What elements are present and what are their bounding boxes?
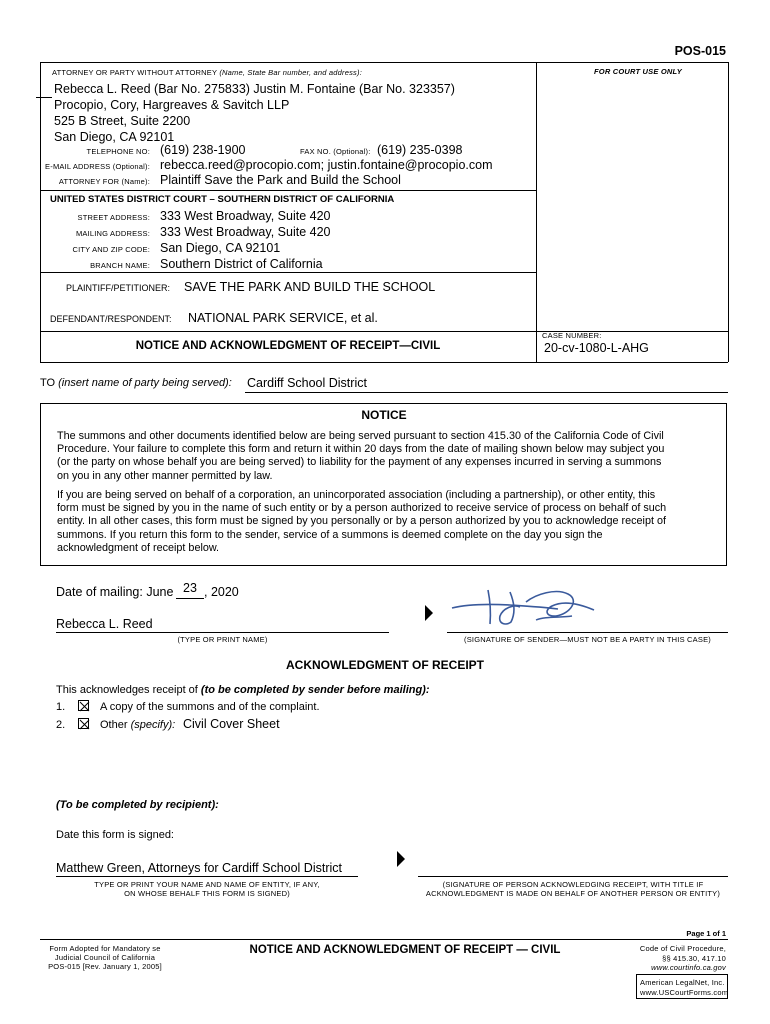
item-2-value: Civil Cover Sheet [183,717,280,731]
attorney-for-label: ATTORNEY FOR (Name): [58,177,150,186]
caption-right-border [728,62,729,362]
mailing-address-value: 333 West Broadway, Suite 420 [160,225,331,239]
plaintiff-value: SAVE THE PARK AND BUILD THE SCHOOL [184,280,436,294]
courtinfo-link[interactable]: www.courtinfo.ca.gov [651,963,726,972]
notice-paragraph-2 [57,489,666,555]
notice-p2-line: If you are being served on behalf of a corporation, an unincorporated association (including a partnership), or other entity, this [57,489,656,501]
acknowledgment-heading: ACKNOWLEDGMENT OF RECEIPT [286,658,484,672]
sender-name-underline [56,632,389,633]
recipient-name: Matthew Green, Attorneys for Cardiff School District [56,861,342,875]
to-label: TO (insert name of party being served): [40,377,232,389]
vendor-link[interactable]: www.USCourtForms.com [640,987,729,997]
notice-p2-line: acknowledgment of receipt below. [57,541,220,554]
mailing-address-label: MAILING ADDRESS: [75,229,150,238]
item-1-label: A copy of the summons and of the complaint. [100,701,320,713]
attorney-line-mark [36,97,52,98]
notice-p1-line: (or the party on whose behalf you are being served) to liability for the payment of any expenses incurred in serving a summons [57,456,662,469]
type-print-name-label: (TYPE OR PRINT NAME) [177,635,268,644]
street-label: STREET ADDRESS: [77,213,150,222]
ack-intro: This acknowledges receipt of (to be completed by sender before mailing): [56,684,430,696]
defendant-value: NATIONAL PARK SERVICE, et al. [188,311,378,325]
item-1-number: 1. [56,701,66,713]
form-id: POS-015 [674,44,726,58]
attorney-line-2: Procopio, Cory, Hargreaves & Savitch LLP [54,98,290,112]
item-2-label: Other (specify): [100,719,176,731]
recipient-name-label: TYPE OR PRINT YOUR NAME AND NAME OF ENTITY, IF ANY, ON WHOSE BEHALF THIS FORM IS SIGNED) [94,880,320,898]
sender-name: Rebecca L. Reed [56,617,153,631]
caption-bottom-border [40,362,728,363]
sender-signature-line [447,632,728,633]
court-use-label: FOR COURT USE ONLY [594,67,682,76]
notice-p2-line: entity. In all other cases, this form must be signed by you personally or by a person authorized by you to acknowledge receipt of [57,515,666,528]
attorney-for-value: Plaintiff Save the Park and Build the School [160,173,401,187]
case-number-label: CASE NUMBER: [542,331,602,340]
mailing-day: 23 [183,581,197,595]
fax-value: (619) 235-0398 [377,143,463,157]
mailing-year: , 2020 [204,585,239,599]
caption-left-border [40,62,41,362]
caption-top-border [40,62,728,63]
telephone-label: TELEPHONE NO: [86,147,150,156]
form-title: NOTICE AND ACKNOWLEDGMENT OF RECEIPT—CIVIL [135,340,441,352]
recipient-name-underline [56,876,358,877]
sender-signature [448,580,598,630]
footer-right: Code of Civil Procedure, §§ 415.30, 417.10 www.courtinfo.ca.gov [639,944,726,972]
page-number: Page 1 of 1 [686,929,726,938]
date-signed-label: Date this form is signed: [56,829,174,841]
attorney-line-4: San Diego, CA 92101 [54,130,175,144]
to-value: Cardiff School District [247,376,367,390]
email-label: E-MAIL ADDRESS (Optional): [45,162,150,171]
branch-label: BRANCH NAME: [90,261,150,270]
street-value: 333 West Broadway, Suite 420 [160,209,331,223]
attorney-label: ATTORNEY OR PARTY WITHOUT ATTORNEY (Name, State Bar number, and address): [52,68,362,77]
city-zip-label: CITY AND ZIP CODE: [72,245,150,254]
recipient-signature-label: (SIGNATURE OF PERSON ACKNOWLEDGING RECEIPT, WITH TITLE IF ACKNOWLEDGMENT IS MADE ON BEHALF OF ANOTHER PERSON OR ENTITY) [425,880,721,898]
city-zip-value: San Diego, CA 92101 [160,241,281,255]
recipient-signature-line[interactable] [418,876,728,877]
to-underline [245,392,728,393]
check-x-icon [79,719,90,730]
item-2-checkbox[interactable] [78,718,89,729]
notice-p2-line: summons. If you return this form to the sender, service of a summons is deemed complete on the day you sign the [57,528,603,541]
notice-p1-line: on you in any other manner permitted by law. [57,469,273,482]
sender-signature-arrow-icon [425,605,433,621]
notice-p1-line: The summons and other documents identified below are being served pursuant to section 415.30 of the California Code of Civil [57,430,664,442]
court-use-divider [536,62,537,362]
mailing-day-underline [176,598,204,599]
attorney-section-border [40,190,536,191]
court-section-border [40,272,536,273]
notice-heading: NOTICE [361,408,407,422]
footer-rule [40,939,728,940]
branch-value: Southern District of California [160,257,323,271]
item-1-checkbox[interactable] [78,700,89,711]
fax-label: FAX NO. (Optional): [300,147,371,156]
notice-paragraph-1 [57,430,664,483]
telephone-value: (619) 238-1900 [160,143,246,157]
defendant-label: DEFENDANT/RESPONDENT: [50,314,172,324]
attorney-line-1: Rebecca L. Reed (Bar No. 275833) Justin M. Fontaine (Bar No. 323357) [54,82,455,96]
parties-section-border [40,331,728,332]
notice-p1-line: Procedure. Your failure to complete this form and return it within 20 days from the date of mailing shown below may subject you [57,443,665,456]
court-header: UNITED STATES DISTRICT COURT – SOUTHERN DISTRICT OF CALIFORNIA [50,194,395,205]
notice-p2-line: form must be signed by you in the name of such entity or by a person authorized to receive service of process on behalf of such [57,502,667,515]
footer-title: NOTICE AND ACKNOWLEDGMENT OF RECEIPT — CIVIL [249,944,561,956]
case-number-value: 20-cv-1080-L-AHG [544,341,649,355]
vendor-box: American LegalNet, Inc. www.USCourtForms.com [636,974,728,999]
sender-signature-label: (SIGNATURE OF SENDER—MUST NOT BE A PARTY IN THIS CASE) [464,635,711,644]
date-of-mailing-label: Date of mailing: June [56,585,174,599]
recipient-signature-arrow-icon [397,851,405,867]
footer-left: Form Adopted for Mandatory se Judicial Council of California POS-015 [Rev. January 1, 2005] [48,944,162,971]
check-x-icon [79,701,90,712]
recipient-note: (To be completed by recipient): [56,799,219,811]
attorney-line-3: 525 B Street, Suite 2200 [54,114,191,128]
plaintiff-label: PLAINTIFF/PETITIONER: [66,283,171,293]
email-value: rebecca.reed@procopio.com; justin.fontaine@procopio.com [160,158,493,172]
item-2-number: 2. [56,719,66,731]
